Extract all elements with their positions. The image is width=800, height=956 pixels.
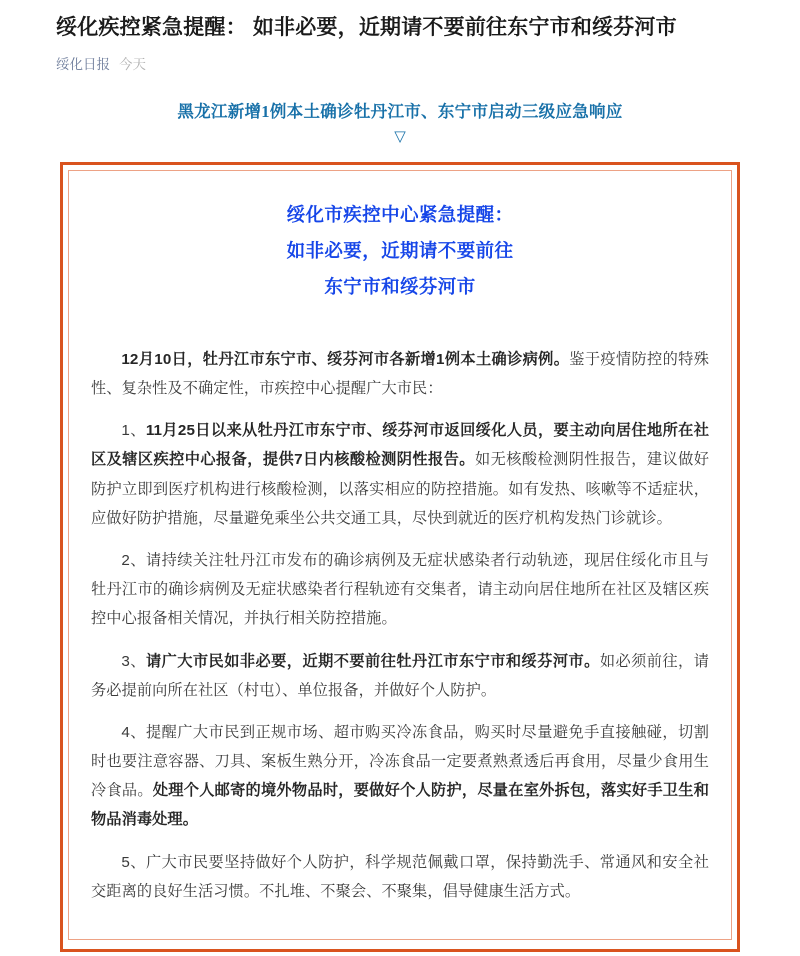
paragraph-number: 5、 — [121, 853, 146, 871]
page-title: 绥化疾控紧急提醒： 如非必要，近期请不要前往东宁市和绥芬河市 — [56, 16, 677, 39]
notice-box-inner-frame — [68, 170, 732, 940]
paragraph-number: 3、 — [121, 652, 146, 670]
paragraph-bold-text: 请广大市民如非必要，近期不要前往牡丹江市东宁市和绥芬河市。 — [145, 652, 600, 670]
paragraph-number: 4、 — [121, 723, 146, 741]
related-article-link[interactable]: 黑龙江新增1例本土确诊牡丹江市、东宁市启动三级应急响应 — [177, 102, 623, 122]
notice-paragraph-4 — [91, 718, 709, 835]
notice-box — [60, 162, 740, 952]
notice-heading — [91, 197, 709, 305]
notice-heading-line-3: 东宁市和绥芬河市 — [324, 275, 476, 297]
article-header — [0, 0, 800, 75]
paragraph-number: 2、 — [121, 551, 146, 569]
paragraph-plain-text: 提醒广大市民到正规市场、超市购买冷冻食品，购买时尽量避免手直接触碰，切割时也要注意容器、刀具、案板生熟分开，冷冻食品一定要煮熟煮透后再食用，尽量少食用生冷食品。 — [91, 723, 709, 800]
paragraph-plain-text: 如必须前往，请务必提前向所在社区（村屯）、单位报备，并做好个人防护。 — [91, 652, 709, 699]
paragraph-bold-text: 处理个人邮寄的境外物品时，要做好个人防护，尽量在室外拆包，落实好手卫生和物品消毒处理。 — [91, 782, 709, 829]
byline — [56, 56, 744, 75]
paragraph-plain-text: 广大市民要坚持做好个人防护，科学规范佩戴口罩，保持勤洗手、常通风和安全社交距离的良好生活习惯。不扎堆、不聚会、不聚集，倡导健康生活方式。 — [91, 853, 709, 900]
chevron-down-icon: ▽ — [394, 126, 406, 145]
notice-heading-line-2: 如非必要，近期请不要前往 — [286, 239, 514, 261]
notice-paragraph-2 — [91, 546, 709, 634]
paragraph-bold-text: 12月10日，牡丹江市东宁市、绥芬河市各新增1例本土确诊病例。 — [121, 350, 570, 368]
paragraph-number: 1、 — [121, 422, 146, 440]
notice-paragraph-5 — [91, 848, 709, 906]
paragraph-plain-text: 鉴于疫情防控的特殊性、复杂性及不确定性，市疾控中心提醒广大市民： — [91, 350, 709, 398]
notice-paragraph-intro — [91, 345, 709, 403]
notice-heading-line-1: 绥化市疾控中心紧急提醒： — [286, 203, 514, 225]
notice-paragraph-1 — [91, 416, 709, 533]
paragraph-plain-text: 请持续关注牡丹江市发布的确诊病例及无症状感染者行动轨迹，现居住绥化市且与牡丹江市的确诊病例及无症状感染者行程轨迹有交集者，请主动向居住地所在社区及辖区疾控中心报备相关情况，并执行相关防控措施。 — [91, 551, 709, 628]
byline-time: 今天 — [119, 57, 146, 73]
notice-paragraph-3 — [91, 647, 709, 705]
related-link-container — [0, 101, 800, 122]
byline-source[interactable]: 绥化日报 — [56, 57, 110, 73]
paragraph-plain-text: 如无核酸检测阴性报告，建议做好防护立即到医疗机构进行核酸检测，以落实相应的防控措施。如有发热、咳嗽等不适症状，应做好防护措施，尽量避免乘坐公共交通工具，尽快到就近的医疗机构发热门诊就诊。 — [91, 451, 710, 527]
chevron-row — [0, 126, 800, 145]
paragraph-bold-text: 11月25日以来从牡丹江市东宁市、绥芬河市返回绥化人员，要主动向居住地所在社区及辖区疾控中心报备，提供7日内核酸检测阴性报告。 — [91, 422, 710, 469]
notice-body — [91, 345, 709, 906]
